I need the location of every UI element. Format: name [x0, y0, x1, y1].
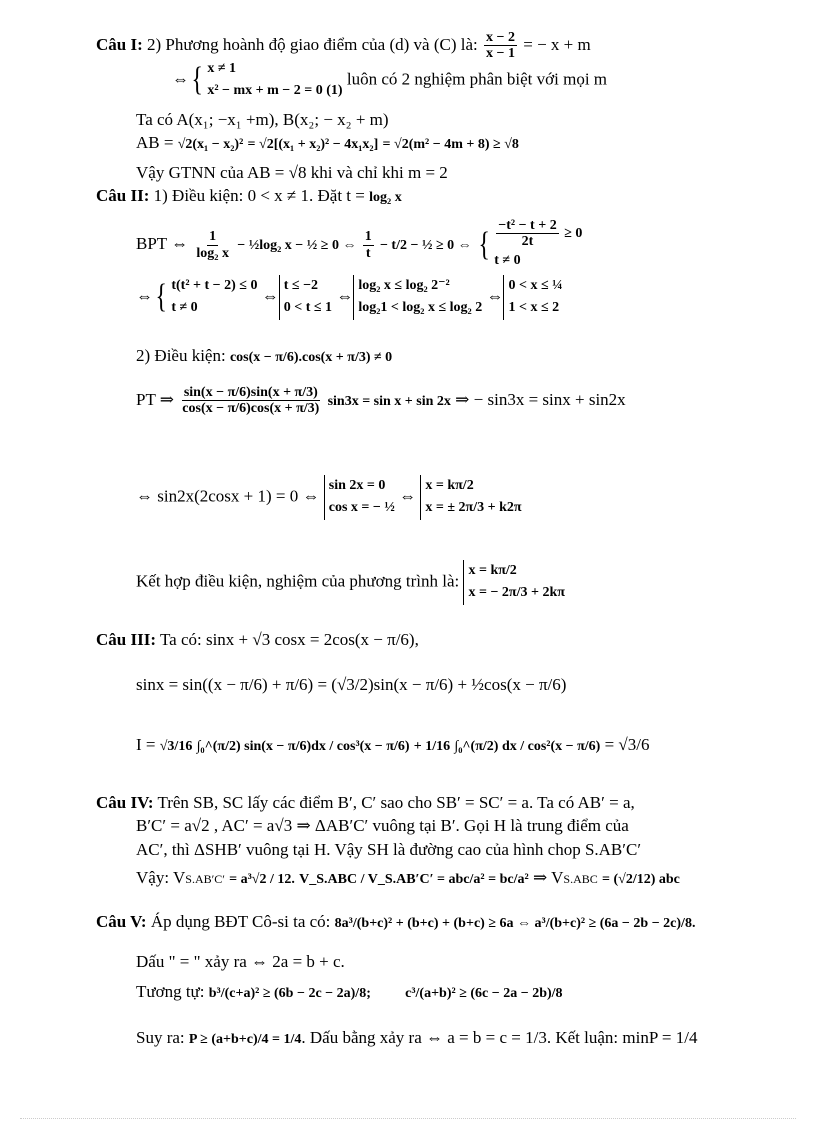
cau5-line3: Tương tự: b³/(c+a)² ≥ (6b − 2c − 2a)/8; c³/(a+b)² ≥ (6c − 2a − 2b)/8 [136, 982, 563, 1001]
cau1-system: ⇔{ x ≠ 1 x² − mx + m − 2 = 0 (1) luôn có 2 nghiệm phân biệt với mọi m [172, 61, 608, 99]
cau3-line1: Câu III: Ta có: sinx + √3 cosx = 2cos(x − π/6), [96, 630, 419, 649]
cau5-line1: Câu V: Áp dụng BĐT Cô-si ta có: 8a³/(b+c)² + (b+c) + (b+c) ≥ 6a ⇔ a³/(b+c)² ≥ (6a − 2b − 2c)/8. [96, 912, 696, 931]
cau4-line2: B′C′ = a√2 , AC′ = a√3 ⇒ ΔAB′C′ vuông tại B′. Gọi H là trung điểm của [136, 816, 629, 835]
cau1-fraction: $\frac{x - 2}{x - 1}$ [486, 30, 515, 62]
cau2-final: Kết hợp điều kiện, nghiệm của phương trình là: x = kπ/2 x = − 2π/3 + 2kπ [136, 560, 565, 605]
cau3-line2: sinx = sin((x − π/6) + π/6) = (√3/2)sin(x − π/6) + ½cos(x − π/6) [136, 675, 567, 694]
cau2-heading: Câu II: [96, 186, 150, 205]
cau2-solve: ⇔{ t(t² + t − 2) ≤ 0 t ≠ 0 ⇔ t ≤ −2 0 < t ≤ 1 ⇔ log₂ x ≤ log₂ 2⁻² log₂1 < log₂ x ≤ log₂ 2 ⇔ 0 < x ≤ ¼ 1 < x ≤ 2 [136, 275, 563, 320]
cau4-line3: AC′, thì ΔSHB′ vuông tại H. Vậy SH là đường cao của hình chop S.AB′C′ [136, 840, 642, 859]
cau2-bpt: BPT ⇔ $\frac{1}{\text{log₂ x}}$ − ½log₂ x − ½ ≥ 0 ⇔ $\frac{1}{t}$ − t/2 − ½ ≥ 0 ⇔ { $\frac{\text{−t² − t + 2}}{2t}$ ≥ 0 t ≠ 0 [136, 218, 583, 268]
cau5-line4: Suy ra: P ≥ (a+b+c)/4 = 1/4. Dấu bằng xảy ra ⇔ a = b = c = 1/3. Kết luận: minP = 1/4 [136, 1028, 698, 1047]
cau4-volume: Vậy: VS.AB′C′ = a³√2 / 12. V_S.ABC / V_S.AB′C′ = abc/a² = bc/a² ⇒ VS.ABC = (√2/12) abc [136, 868, 680, 887]
cau3-integral: I = √3/16 ∫₀^(π/2) sin(x − π/6)dx / cos³(x − π/6) + 1/16 ∫₀^(π/2) dx / cos²(x − π/6) = √3/6 [136, 735, 650, 754]
cau1-conclusion: Vậy GTNN của AB = √8 khi và chỉ khi m = 2 [136, 163, 448, 182]
cau2-pt: PT ⇒ $\frac{\sin(x - \pi/6)\sin(x + \pi/3)}{\cos(x - \pi/6)\cos(x + \pi/3)}$ sin3x = sin x + sin 2x ⇒ − sin3x = sinx + sin2x [136, 385, 626, 417]
cau1-ab: AB = √2(x₁ − x₂)² = √2[(x₁ + x₂)² − 4x₁x₂] = √2(m² − 4m + 8) ≥ √8 [136, 133, 519, 152]
cau1-heading: Câu I: [96, 34, 143, 54]
cau5-heading: Câu V: [96, 912, 147, 931]
cau1-text: 2) Phương hoành độ giao điểm của (d) và (C) là: [147, 34, 478, 54]
cau3-heading: Câu III: [96, 630, 156, 649]
cau2-eq: ⇔ sin2x(2cosx + 1) = 0 ⇔ sin 2x = 0 cos x = − ½ ⇔ x = kπ/2 x = ± 2π/3 + k2π [136, 475, 522, 520]
cau1-system-text: luôn có 2 nghiệm phân biệt với mọi m [346, 69, 608, 89]
cau1-points: Ta có A(x₁; −x₁ +m), B(x₂; − x₂ + m) [136, 110, 389, 129]
cau5-line2: Dấu " = " xảy ra ⇔ 2a = b + c. [136, 952, 345, 971]
cau1-line1 [96, 30, 591, 62]
cau4-line1: Câu IV: Trên SB, SC lấy các điểm B′, C′ sao cho SB′ = SC′ = a. Ta có AB′ = a, [96, 793, 635, 812]
cau1-rhs: = − x + m [523, 34, 591, 54]
footer-divider [20, 1118, 796, 1119]
cau2-condition2: 2) Điều kiện: cos(x − π/6).cos(x + π/3) ≠ 0 [136, 346, 393, 365]
cau4-heading: Câu IV: [96, 793, 154, 812]
cau2-line1: Câu II: 1) Điều kiện: 0 < x ≠ 1. Đặt t = log₂ x [96, 186, 402, 205]
